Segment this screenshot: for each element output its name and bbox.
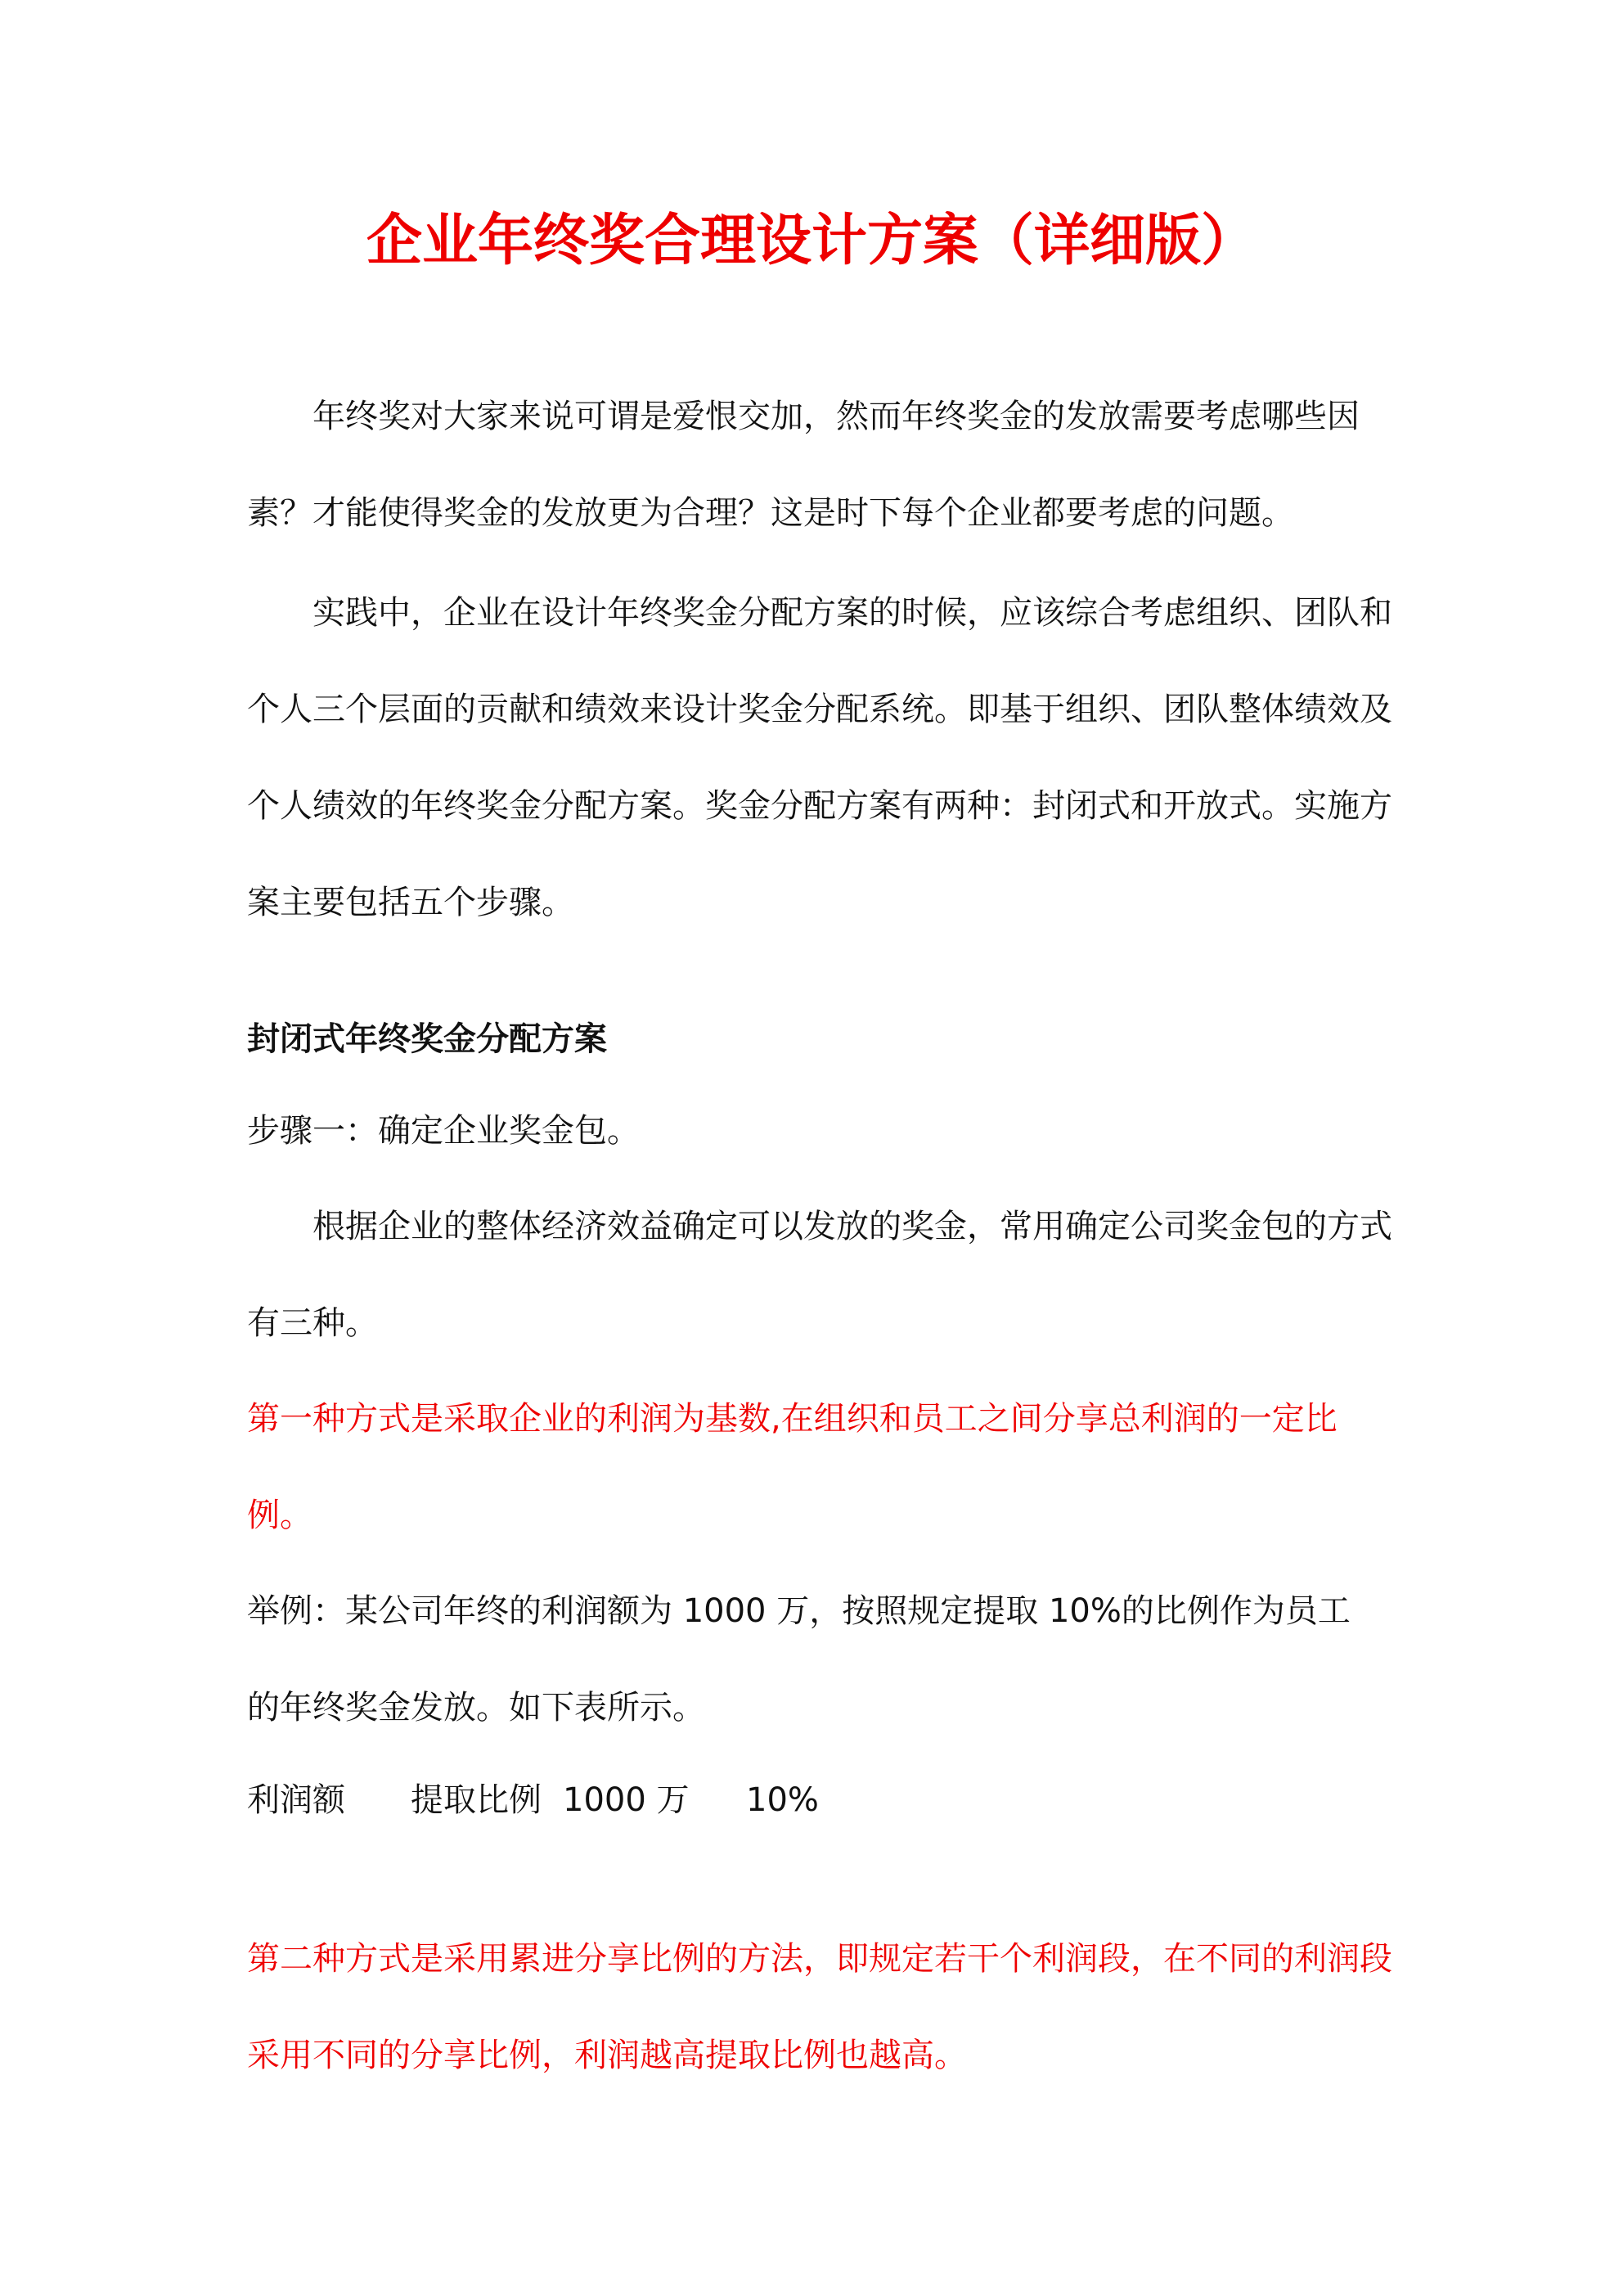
step-1-description: 根据企业的整体经济效益确定可以发放的奖金，常用确定公司奖金包的方式有三种。 bbox=[247, 1208, 1392, 1342]
step-1-label: 步骤一：确定企业奖金包。 bbox=[247, 1112, 640, 1150]
table-value-profit: 1000 万 bbox=[563, 1781, 690, 1819]
table-header-ratio: 提取比例 bbox=[411, 1781, 542, 1819]
table-header-profit: 利润额 bbox=[247, 1781, 345, 1819]
method-2-paragraph: 第二种方式是采用累进分享比例的方法，即规定若干个利润段，在不同的利润段采用不同的分享比例，利润越高提取比例也越高。 bbox=[247, 1940, 1392, 2074]
example-paragraph: 举例：某公司年终的利润额为 1000 万，按照规定提取 10%的比例作为员工的年终奖金发放。如下表所示。 bbox=[247, 1592, 1351, 1727]
section-heading: 封闭式年终奖金分配方案 bbox=[247, 1020, 607, 1058]
intro-paragraph-2: 实践中，企业在设计年终奖金分配方案的时候，应该综合考虑组织、团队和个人三个层面的贡献和绩效来设计奖金分配系统。即基于组织、团队整体绩效及个人绩效的年终奖金分配方案。奖金分配方案有两种：封闭式和开放式。实施方案主要包括五个步骤。 bbox=[247, 594, 1392, 921]
method-1-paragraph: 第一种方式是采取企业的利润为基数,在组织和员工之间分享总利润的一定比例。 bbox=[247, 1400, 1338, 1534]
document-title: 企业年终奖合理设计方案（详细版） bbox=[366, 209, 1257, 273]
table-value-ratio: 10% bbox=[746, 1781, 819, 1819]
intro-paragraph-1: 年终奖对大家来说可谓是爱恨交加，然而年终奖金的发放需要考虑哪些因素？才能使得奖金的发放更为合理？这是时下每个企业都要考虑的问题。 bbox=[247, 398, 1360, 532]
